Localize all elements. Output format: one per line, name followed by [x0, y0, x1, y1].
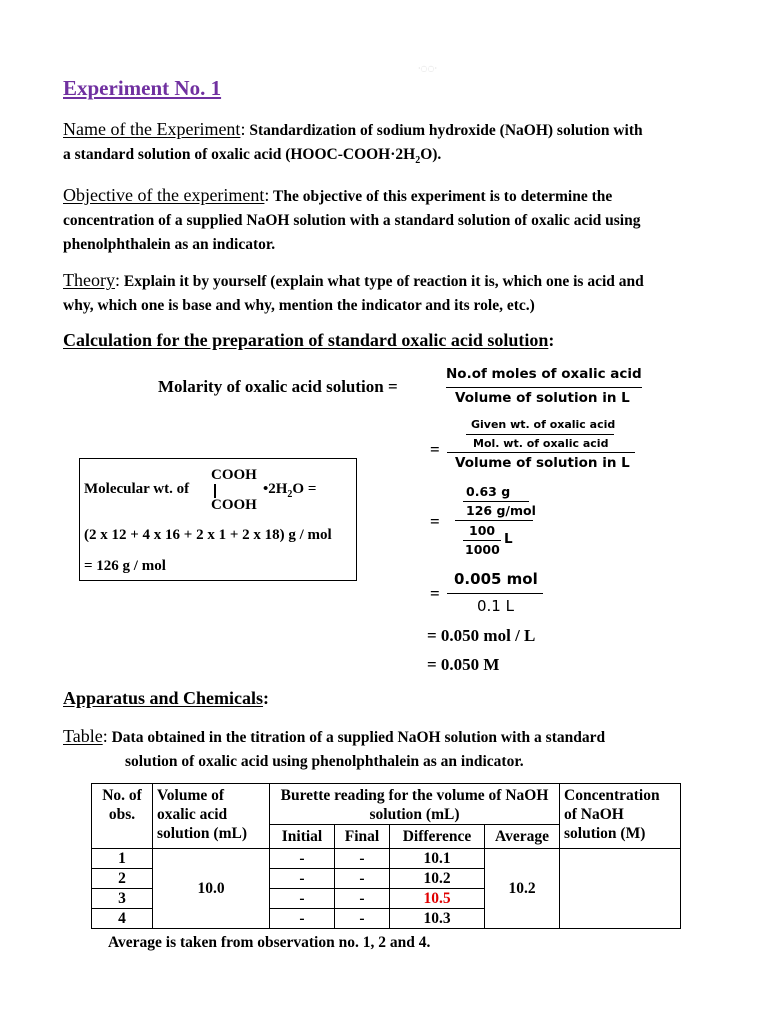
header-final: Final [335, 825, 390, 849]
step2-denominator: Volume of solution in L [455, 455, 630, 471]
equals-3: = [430, 512, 440, 531]
experiment-name-label: Name of the Experiment [63, 119, 241, 139]
table-row: 2 - - 10.2 [92, 869, 681, 889]
table-caption: Table: Data obtained in the titration of a supplied NaOH solution with a standard solution of oxalic acid using phenolphthalein as an indicator. [63, 726, 606, 770]
table-caption-label: Table [63, 726, 103, 746]
equals-4: = [430, 584, 440, 603]
apparatus-heading: Apparatus and Chemicals: [63, 688, 270, 708]
table-caption-line2: solution of oxalic acid using phenolphthalein as an indicator. [125, 753, 524, 770]
step2-inner-line [466, 434, 614, 435]
equals-2: = [430, 440, 440, 459]
experiment-name: Name of the Experiment: Standardization of sodium hydroxide (NaOH) solution with a standard solution of oxalic acid $(HOOC-COOH\cdot 2H_2O)$. [63, 119, 643, 167]
step4-fraction-line [447, 593, 543, 594]
theory-text-1: Explain it by yourself (explain what type of reaction it is, which one is acid and [123, 273, 644, 290]
header-difference: Difference [390, 825, 485, 849]
step3-inner-line [463, 501, 529, 502]
molecular-weight-label: Molecular wt. of [84, 481, 190, 497]
objective-label: Objective of the experiment [63, 185, 265, 205]
step4-numerator: 0.005 mol [454, 570, 538, 588]
calculation-heading: Calculation for the preparation of standard oxalic acid solution: [63, 330, 555, 350]
cooh-bottom: COOH [211, 497, 257, 513]
header-average: Average [485, 825, 560, 849]
step3-fraction-line [455, 520, 533, 521]
step1-denominator: Volume of solution in L [455, 390, 630, 406]
header-obs: No. of obs. [92, 784, 153, 849]
cooh-bond-line [214, 484, 216, 498]
step1-numerator: No.of moles of oxalic acid [446, 366, 642, 382]
header-initial: Initial [270, 825, 335, 849]
volume-cell: 10.0 [153, 849, 270, 929]
header-burette: Burette reading for the volume of NaOH solution (mL) [270, 784, 560, 825]
average-cell: 10.2 [485, 849, 560, 929]
theory-label: Theory [63, 270, 115, 290]
objective-text-2: concentration of a supplied NaOH solution with a standard solution of oxalic acid using [63, 212, 641, 229]
step2-num-top: Given wt. of oxalic acid [471, 418, 616, 431]
header-concentration: Concentration of NaOH solution (M) [560, 784, 681, 849]
step1-fraction-line [446, 387, 642, 388]
objective-section: Objective of the experiment: The objective of this experiment is to determine the concentration of a supplied NaOH solution with a standard solution of oxalic acid using phenolphthalein as an indicator. [63, 185, 641, 253]
objective-text-1: The objective of this experiment is to determine the [273, 188, 613, 205]
experiment-name-line2: a standard solution of oxalic acid $(HOOC-COOH\cdot 2H_2O)$. [63, 146, 442, 167]
outlier-difference: 10.5 [390, 889, 485, 909]
step3-den-unit: L [504, 531, 513, 547]
water-of-crystallization: $•2H_2O$ = [263, 481, 317, 500]
theory-section: Theory: Explain it by yourself (explain what type of reaction it is, which one is acid and why, which one is base and why, mention the indicator and its role, etc.) [63, 270, 644, 314]
step4-denominator: 0.1 L [477, 597, 514, 615]
theory-text-2: why, which one is base and why, mention the indicator and its role, etc.) [63, 297, 535, 314]
table-row: 4 - - 10.3 [92, 909, 681, 929]
result-molarity: = 0.050 M [427, 655, 500, 674]
molecular-weight-result: = 126 g / mol [84, 558, 166, 574]
step3-num-bot: 126 g/mol [466, 503, 536, 518]
page-title: Experiment No. 1 [63, 76, 222, 100]
step3-den-top: 100 [469, 523, 496, 538]
step3-num-top: 0.63 g [466, 484, 511, 499]
table-caption-line1: Data obtained in the titration of a supplied NaOH solution with a standard [111, 729, 606, 746]
table-footnote: Average is taken from observation no. 1, 2 and 4. [108, 934, 431, 951]
molarity-label: Molarity of oxalic acid solution = [158, 377, 398, 396]
header-mark: ·◌◌· [418, 64, 438, 73]
step3-den-line [463, 540, 501, 541]
table-row: 3 - - 10.5 [92, 889, 681, 909]
header-volume: Volume of oxalic acid solution (mL) [153, 784, 270, 849]
step3-den-bot: 1000 [465, 542, 500, 557]
objective-text-3: phenolphthalein as an indicator. [63, 236, 276, 253]
step2-num-bot: Mol. wt. of oxalic acid [473, 437, 609, 450]
molecular-weight-expression: (2 x 12 + 4 x 16 + 2 x 1 + 2 x 18) g / mol [84, 527, 332, 543]
titration-table [91, 783, 681, 929]
cooh-top: COOH [211, 467, 257, 483]
result-mol-per-l: = 0.050 mol / L [427, 626, 536, 645]
table-row: 1 10.0 - - 10.1 10.2 [92, 849, 681, 869]
step2-fraction-line [447, 452, 635, 453]
experiment-name-line1: Standardization of sodium hydroxide (NaOH) solution with [249, 122, 643, 139]
concentration-cell [560, 849, 681, 929]
